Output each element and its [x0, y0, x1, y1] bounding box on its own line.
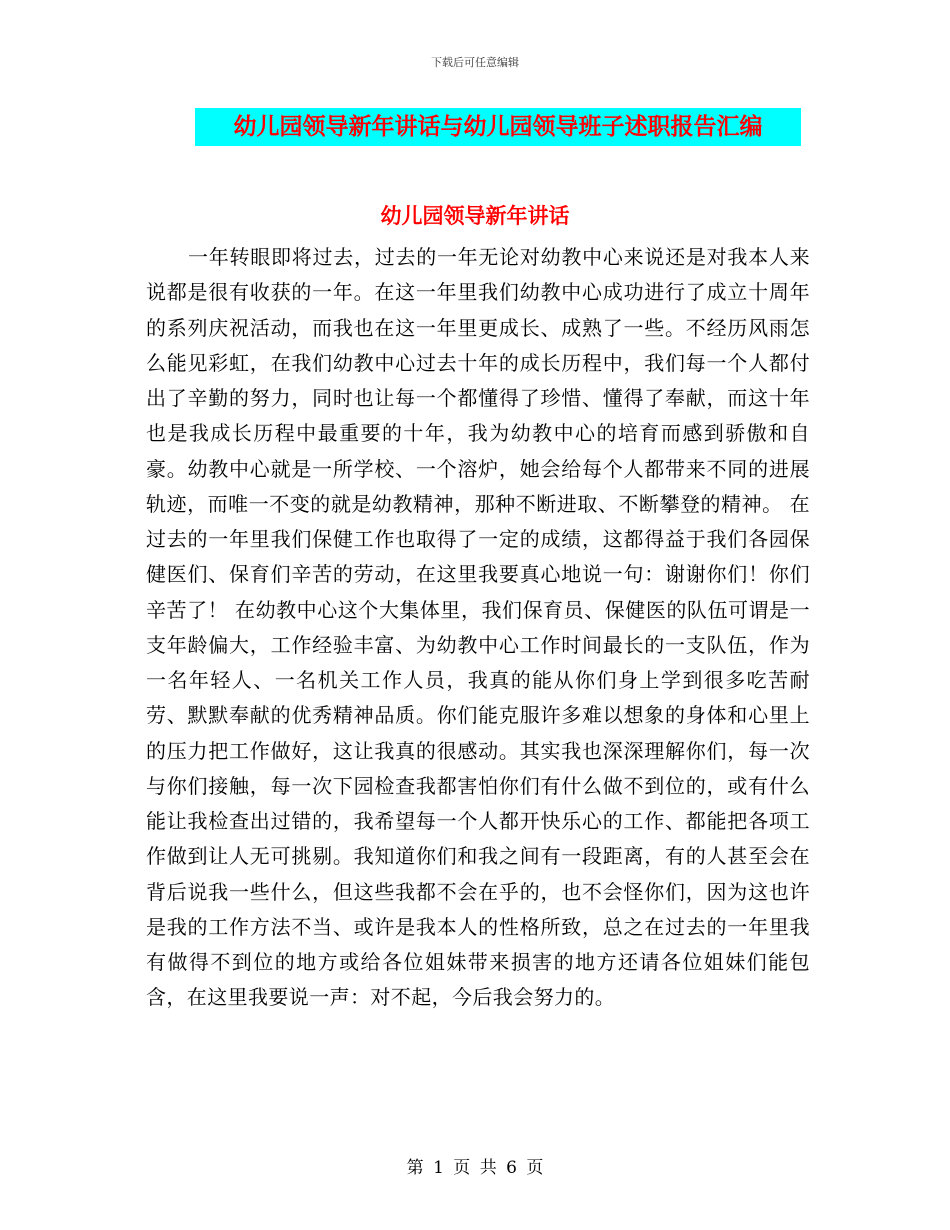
- section-title: 幼儿园领导新年讲话: [380, 203, 570, 228]
- document-title: 幼儿园领导新年讲话与幼儿园领导班子述职报告汇编: [195, 108, 801, 146]
- page-footer: 第 1 页 共 6 页: [406, 1158, 544, 1178]
- body-paragraph: 一年转眼即将过去，过去的一年无论对幼教中心来说还是对我本人来说都是很有收获的一年。在这一年里我们幼教中心成功进行了成立十周年的系列庆祝活动，而我也在这一年里更成长、成熟了一些。不经历风雨怎么能见彩虹，在我们幼教中心过去十年的成长历程中，我们每一个人都付出了辛勤的努力，同时也让每一个都懂得了珍惜、懂得了奉献，而这十年也是我成长历程中最重要的十年，我为幼教中心的培育而感到骄傲和自豪。幼教中心就是一所学校、一个溶炉，她会给每个人都带来不同的进展轨迹，而唯一不变的就是幼教精神，那种不断进取、不断攀登的精神。 在过去的一年里我们保健工作也取得了一定的成绩，这都得益于我们各园保健医们、保育们辛苦的劳动，在这里我要真心地说一句：谢谢你们！你们辛苦了！ 在幼教中心这个大集体里，我们保育员、保健医的队伍可谓是一支年龄偏大，工作经验丰富、为幼教中心工作时间最长的一支队伍，作为一名年轻人、一名机关工作人员，我真的能从你们身上学到很多吃苦耐劳、默默奉献的优秀精神品质。你们能克服许多难以想象的身体和心里上的压力把工作做好，这让我真的很感动。其实我也深深理解你们，每一次与你们接触，每一次下园检查我都害怕你们有什么做不到位的，或有什么能让我检查出过错的，我希望每一个人都开快乐心的工作、都能把各项工作做到让人无可挑剔。我知道你们和我之间有一段距离，有的人甚至会在背后说我一些什么，但这些我都不会在乎的，也不会怪你们，因为这也许是我的工作方法不当、或许是我本人的性格所致，总之在过去的一年里我有做得不到位的地方或给各位姐妹带来损害的地方还请各位姐妹们能包含，在这里我要说一声：对不起，今后我会努力的。: [146, 245, 810, 1010]
- header-note: 下载后可任意编辑: [431, 56, 519, 69]
